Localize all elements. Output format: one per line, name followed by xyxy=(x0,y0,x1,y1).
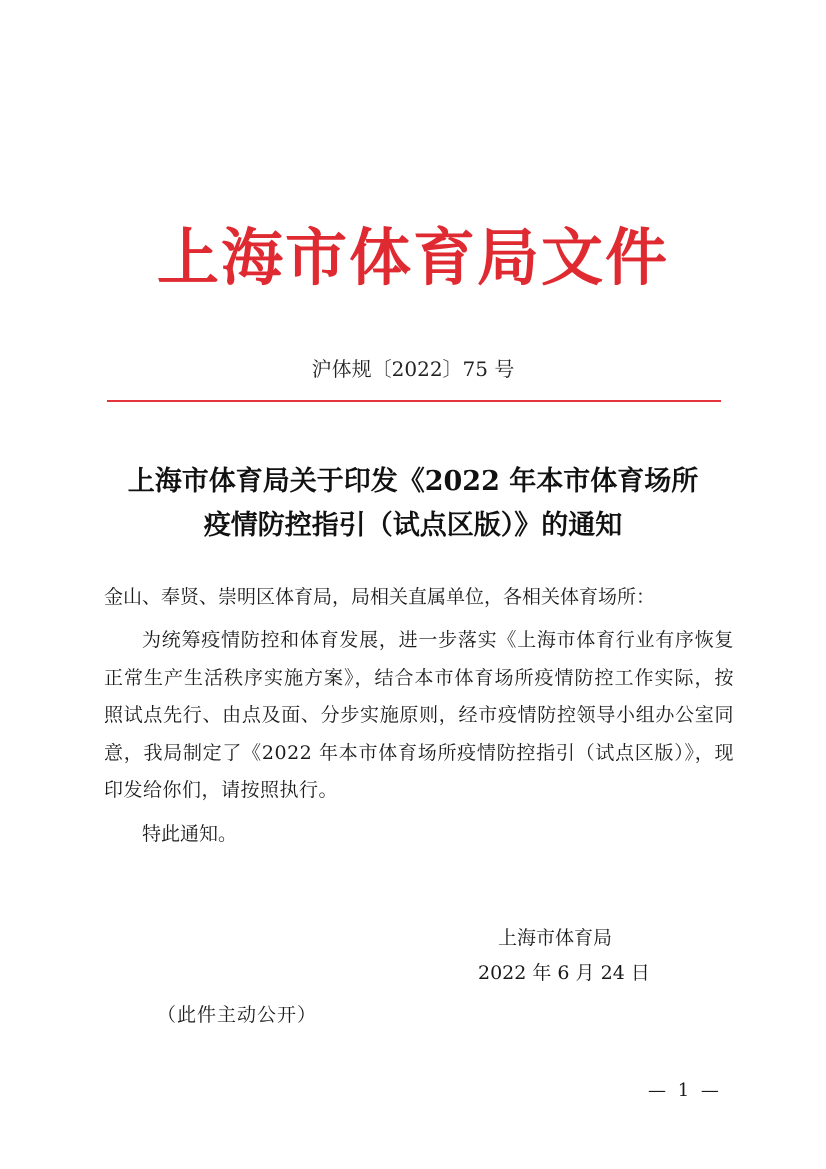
issuing-authority: 上海市体育局 xyxy=(498,927,613,949)
addressee-line: 金山、奉贤、崇明区体育局，局相关直属单位，各相关体育场所： xyxy=(104,586,656,608)
title-line-1: 上海市体育局关于印发《2022 年本市体育场所 xyxy=(127,466,699,497)
disclosure-note: （此件主动公开） xyxy=(157,1004,318,1026)
title-line-2: 疫情防控指引（试点区版）》的通知 xyxy=(203,510,623,541)
masthead: 上海市体育局文件 xyxy=(156,221,669,294)
document-title xyxy=(60,460,766,548)
issue-date: 2022 年 6 月 24 日 xyxy=(478,962,650,984)
document-number: 沪体规〔2022〕75 号 xyxy=(311,357,515,381)
red-divider xyxy=(107,400,721,402)
closing-line: 特此通知。 xyxy=(142,823,238,845)
page-number: — 1 — xyxy=(648,1080,722,1101)
body-paragraph: 为统筹疫情防控和体育发展，进一步落实《上海市体育行业有序恢复正常生产生活秩序实施方案》，结合本市体育场所疫情防控工作实际，按照试点先行、由点及面、分步实施原则，经市疫情防控领导小组办公室同意，我局制定了《2022 年本市体育场所疫情防控指引（试点区版）》，现印发给你们，请按照执行。 xyxy=(104,629,734,801)
